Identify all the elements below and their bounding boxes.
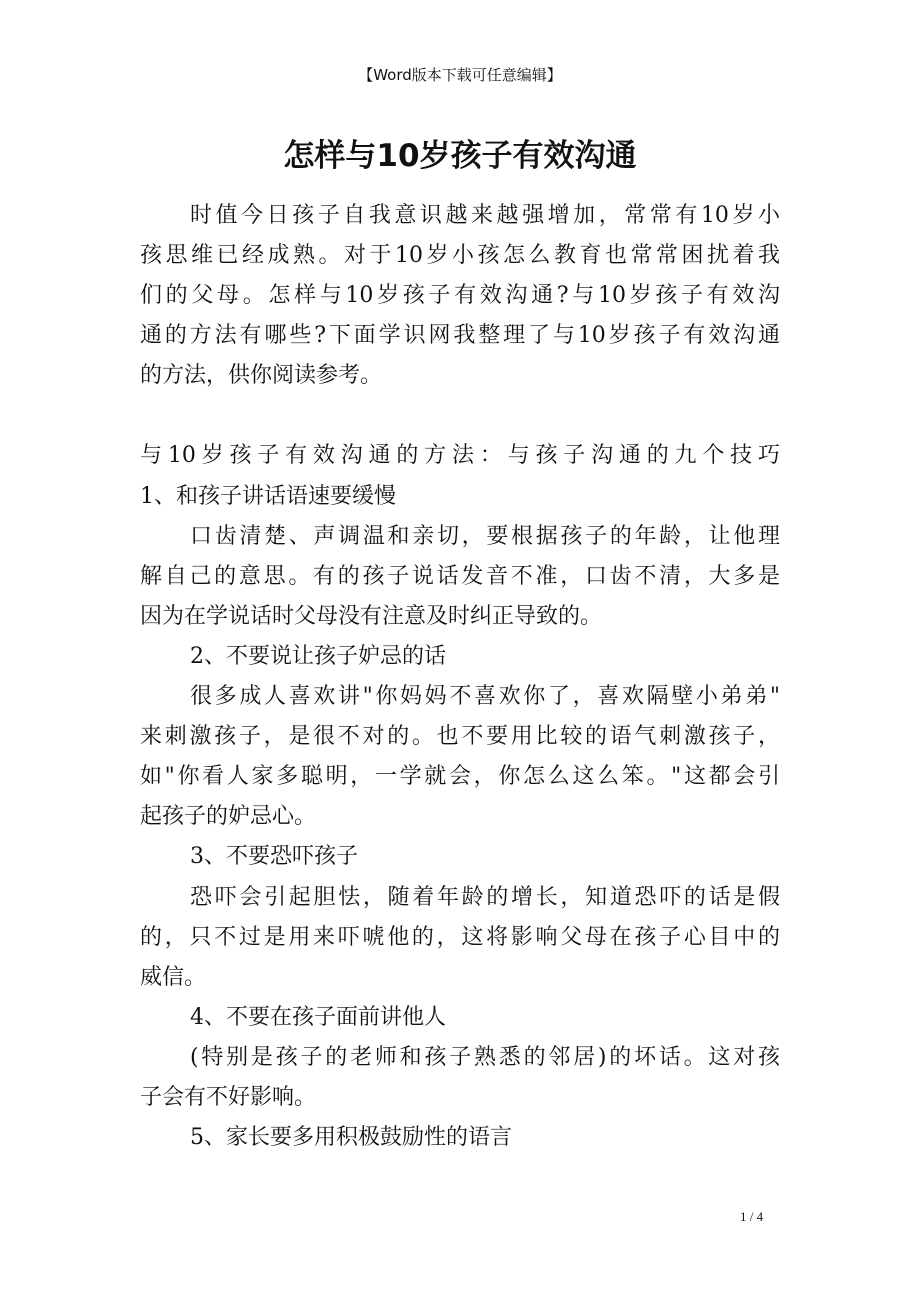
text-line: 1、和孩子讲话语速要缓慢 (140, 483, 396, 509)
page-header: 【Word版本下载可任意编辑】 (358, 66, 562, 84)
text-line: 威信。 (140, 964, 207, 990)
text-line: 口齿清楚、声调温和亲切，要根据孩子的年龄，让他理 (190, 523, 780, 549)
text-line: 4、不要在孩子面前讲他人 (190, 1004, 446, 1030)
text-line: 来刺激孩子，是很不对的。也不要用比较的语气刺激孩子， (140, 724, 780, 750)
text-line: 们的父母。怎样与10岁孩子有效沟通?与10岁孩子有效沟 (140, 283, 780, 309)
text-line: 时值今日孩子自我意识越来越强增加，常常有10岁小 (190, 203, 780, 228)
text-line: (特别是孩子的老师和孩子熟悉的邻居)的坏话。这对孩 (190, 1044, 780, 1070)
text-line: 恐吓会引起胆怯，随着年龄的增长，知道恐吓的话是假 (190, 884, 780, 910)
text-line: 孩思维已经成熟。对于10岁小孩怎么教育也常常困扰着我 (140, 243, 780, 269)
text-line: 5、家长要多用积极鼓励性的语言 (190, 1125, 512, 1151)
text-line: 通的方法有哪些?下面学识网我整理了与10岁孩子有效沟通 (140, 323, 780, 349)
page-number: 1 / 4 (740, 1209, 764, 1224)
text-line: 因为在学说话时父母没有注意及时纠正导致的。 (140, 603, 603, 629)
text-line: 解自己的意思。有的孩子说话发音不准，口齿不清，大多是 (140, 563, 780, 589)
text-line: 与10岁孩子有效沟通的方法：与孩子沟通的九个技巧 (140, 443, 780, 469)
text-line: 的方法，供你阅读参考。 (140, 363, 383, 389)
text-line: 如"你看人家多聪明，一学就会，你怎么这么笨。"这都会引 (140, 764, 780, 790)
document-body (140, 196, 780, 1158)
document-title: 怎样与10岁孩子有效沟通 (283, 138, 637, 174)
text-line: 的，只不过是用来吓唬他的，这将影响父母在孩子心目中的 (140, 924, 780, 950)
blank-line (140, 396, 780, 436)
text-line: 子会有不好影响。 (140, 1084, 317, 1110)
text-line: 起孩子的妒忌心。 (140, 804, 317, 830)
text-line: 3、不要恐吓孩子 (190, 844, 358, 870)
text-line: 很多成人喜欢讲"你妈妈不喜欢你了，喜欢隔壁小弟弟" (190, 684, 780, 710)
text-line: 2、不要说让孩子妒忌的话 (190, 643, 446, 669)
